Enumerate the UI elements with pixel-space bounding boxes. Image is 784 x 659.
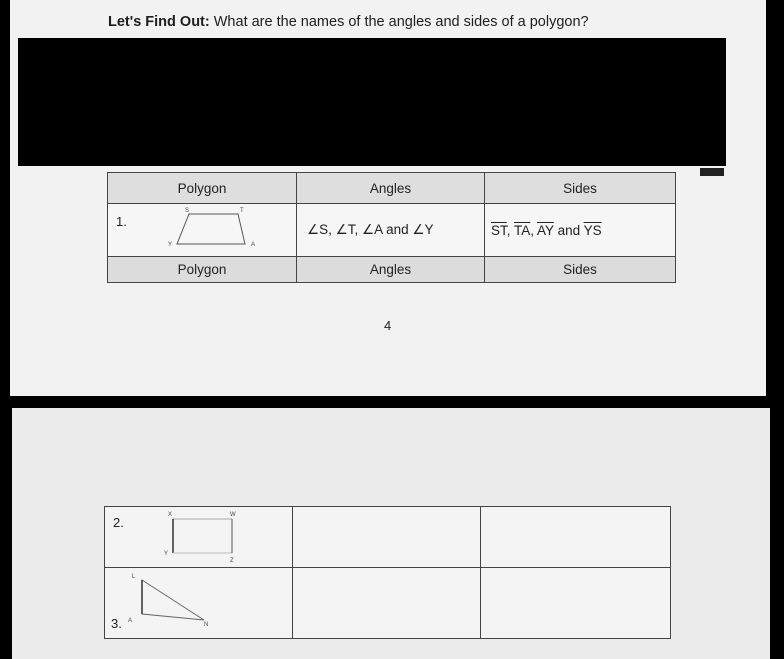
angles-cell: ∠S, ∠T, ∠A and ∠Y	[297, 204, 485, 257]
redaction-bar	[18, 38, 726, 166]
vertex-label: N	[204, 622, 209, 628]
header-polygon: Polygon	[108, 173, 297, 204]
sides-cell	[481, 507, 671, 568]
table-row	[105, 507, 671, 568]
footer-polygon: Polygon	[108, 257, 297, 283]
page-heading	[108, 14, 589, 30]
page-number: 4	[384, 318, 392, 333]
vertex-label: T	[240, 208, 244, 214]
row-number: 1.	[116, 214, 127, 229]
sides-cell	[481, 568, 671, 639]
vertex-label: Y	[168, 242, 173, 248]
row-number: 3.	[111, 616, 122, 631]
polygon-cell	[105, 507, 293, 568]
table-footer-row	[108, 257, 676, 283]
side-label: $\overline{TA}$	[514, 222, 531, 238]
vertex-label: Z	[230, 558, 234, 564]
table-row	[105, 568, 671, 639]
angles-cell	[293, 507, 481, 568]
vertex-label: A	[251, 242, 256, 248]
table-header-row	[108, 173, 676, 204]
triangle-figure	[130, 568, 240, 638]
separator: ,	[506, 222, 515, 238]
footer-sides: Sides	[485, 257, 676, 283]
side-label: $\overline{AY}$	[537, 222, 554, 238]
exercise-table	[104, 506, 671, 639]
redaction-bar-edge	[700, 168, 724, 176]
vertex-label: W	[230, 512, 236, 518]
side-label: $\overline{ST}$	[491, 222, 507, 238]
angles-cell	[293, 568, 481, 639]
side-label: $\overline{YS}$	[583, 222, 602, 238]
heading-label: Let's Find Out:	[108, 14, 210, 30]
heading-question: What are the names of the angles and sides of a polygon?	[213, 14, 589, 30]
sides-cell	[485, 204, 676, 257]
header-angles: Angles	[297, 173, 485, 204]
table-row	[108, 204, 676, 257]
vertex-label: Y	[164, 551, 169, 557]
separator: and	[553, 222, 584, 238]
vertex-label: L	[132, 574, 136, 580]
separator: ,	[530, 222, 538, 238]
rectangle-figure	[160, 507, 270, 567]
row-number: 2.	[113, 515, 124, 530]
trapezoid-figure	[163, 204, 283, 256]
vertex-label: S	[185, 208, 190, 214]
header-sides: Sides	[485, 173, 676, 204]
angles-sides-table	[107, 172, 676, 283]
footer-angles: Angles	[297, 257, 485, 283]
vertex-label: X	[168, 512, 173, 518]
polygon-cell	[105, 568, 293, 639]
vertex-label: A	[128, 618, 133, 624]
polygon-cell	[108, 204, 297, 257]
